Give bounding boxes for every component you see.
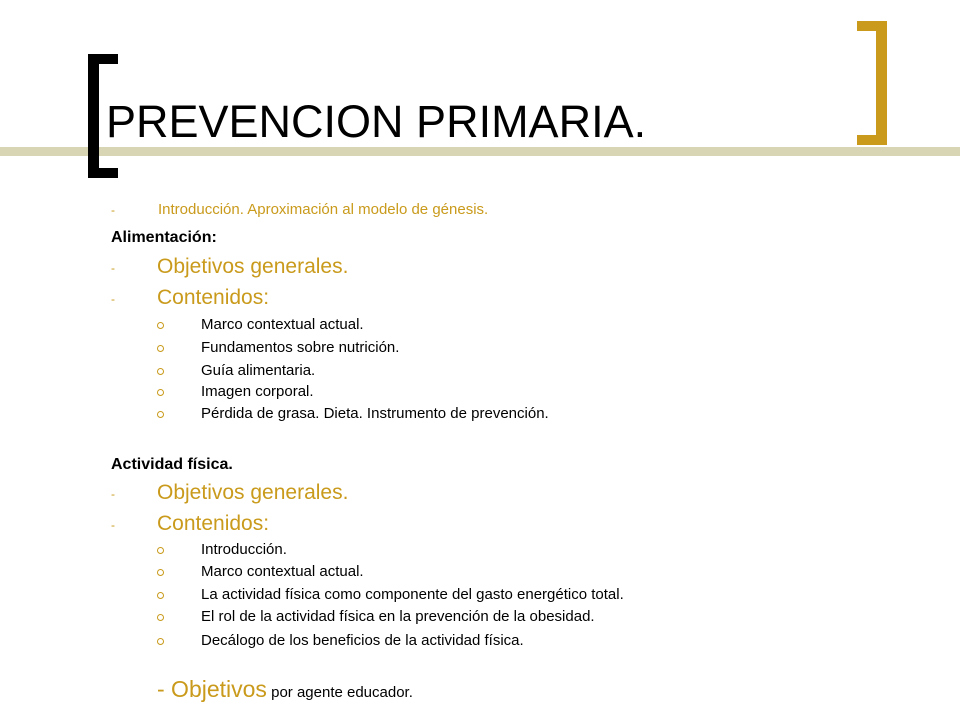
circle-bullet-icon — [157, 322, 164, 329]
contenidos-text: Contenidos: — [157, 286, 270, 309]
alimentacion-heading: Alimentación: — [111, 229, 217, 246]
circle-bullet-icon — [157, 411, 164, 418]
dash-bullet: - — [111, 292, 115, 306]
list-item-text: Imagen corporal. — [201, 383, 314, 400]
circle-bullet-icon — [157, 389, 164, 396]
dash-bullet: - — [111, 518, 115, 532]
list-item-text: Guía alimentaria. — [201, 362, 316, 379]
circle-bullet-icon — [157, 345, 164, 352]
left-bracket-top — [88, 54, 118, 64]
left-bracket — [88, 54, 99, 178]
list-item-text: El rol de la actividad física en la prevención de la obesidad. — [201, 608, 595, 625]
objetivos-text: Objetivos generales. — [157, 481, 349, 504]
list-item-text: Fundamentos sobre nutrición. — [201, 339, 400, 356]
list-item-text: La actividad física como componente del gasto energético total. — [201, 586, 624, 603]
list-item-text: Pérdida de grasa. Dieta. Instrumento de prevención. — [201, 405, 549, 422]
dash-bullet: - — [111, 203, 115, 217]
right-bracket-top — [857, 21, 887, 31]
circle-bullet-icon — [157, 592, 164, 599]
dash-bullet: - — [111, 487, 115, 501]
right-bracket-bottom — [857, 135, 887, 145]
slide-title: PREVENCION PRIMARIA. — [106, 96, 647, 147]
circle-bullet-icon — [157, 547, 164, 554]
circle-bullet-icon — [157, 569, 164, 576]
list-item-text: Marco contextual actual. — [201, 563, 364, 580]
list-item-text: Decálogo de los beneficios de la actividad física. — [201, 632, 524, 649]
actividad-heading: Actividad física. — [111, 456, 233, 473]
list-item-text: Introducción. — [201, 541, 287, 558]
right-bracket — [876, 21, 887, 145]
footer-objetivos — [157, 675, 413, 705]
footer-objetivos-large: - Objetivos — [157, 676, 267, 702]
footer-objetivos-small: por agente educador. — [266, 684, 413, 701]
intro-text: Introducción. Aproximación al modelo de génesis. — [158, 201, 489, 218]
circle-bullet-icon — [157, 614, 164, 621]
objetivos-text: Objetivos generales. — [157, 255, 349, 278]
circle-bullet-icon — [157, 368, 164, 375]
circle-bullet-icon — [157, 638, 164, 645]
list-item-text: Marco contextual actual. — [201, 316, 364, 333]
contenidos-text: Contenidos: — [157, 512, 270, 535]
left-bracket-bottom — [88, 168, 118, 178]
dash-bullet: - — [111, 261, 115, 275]
